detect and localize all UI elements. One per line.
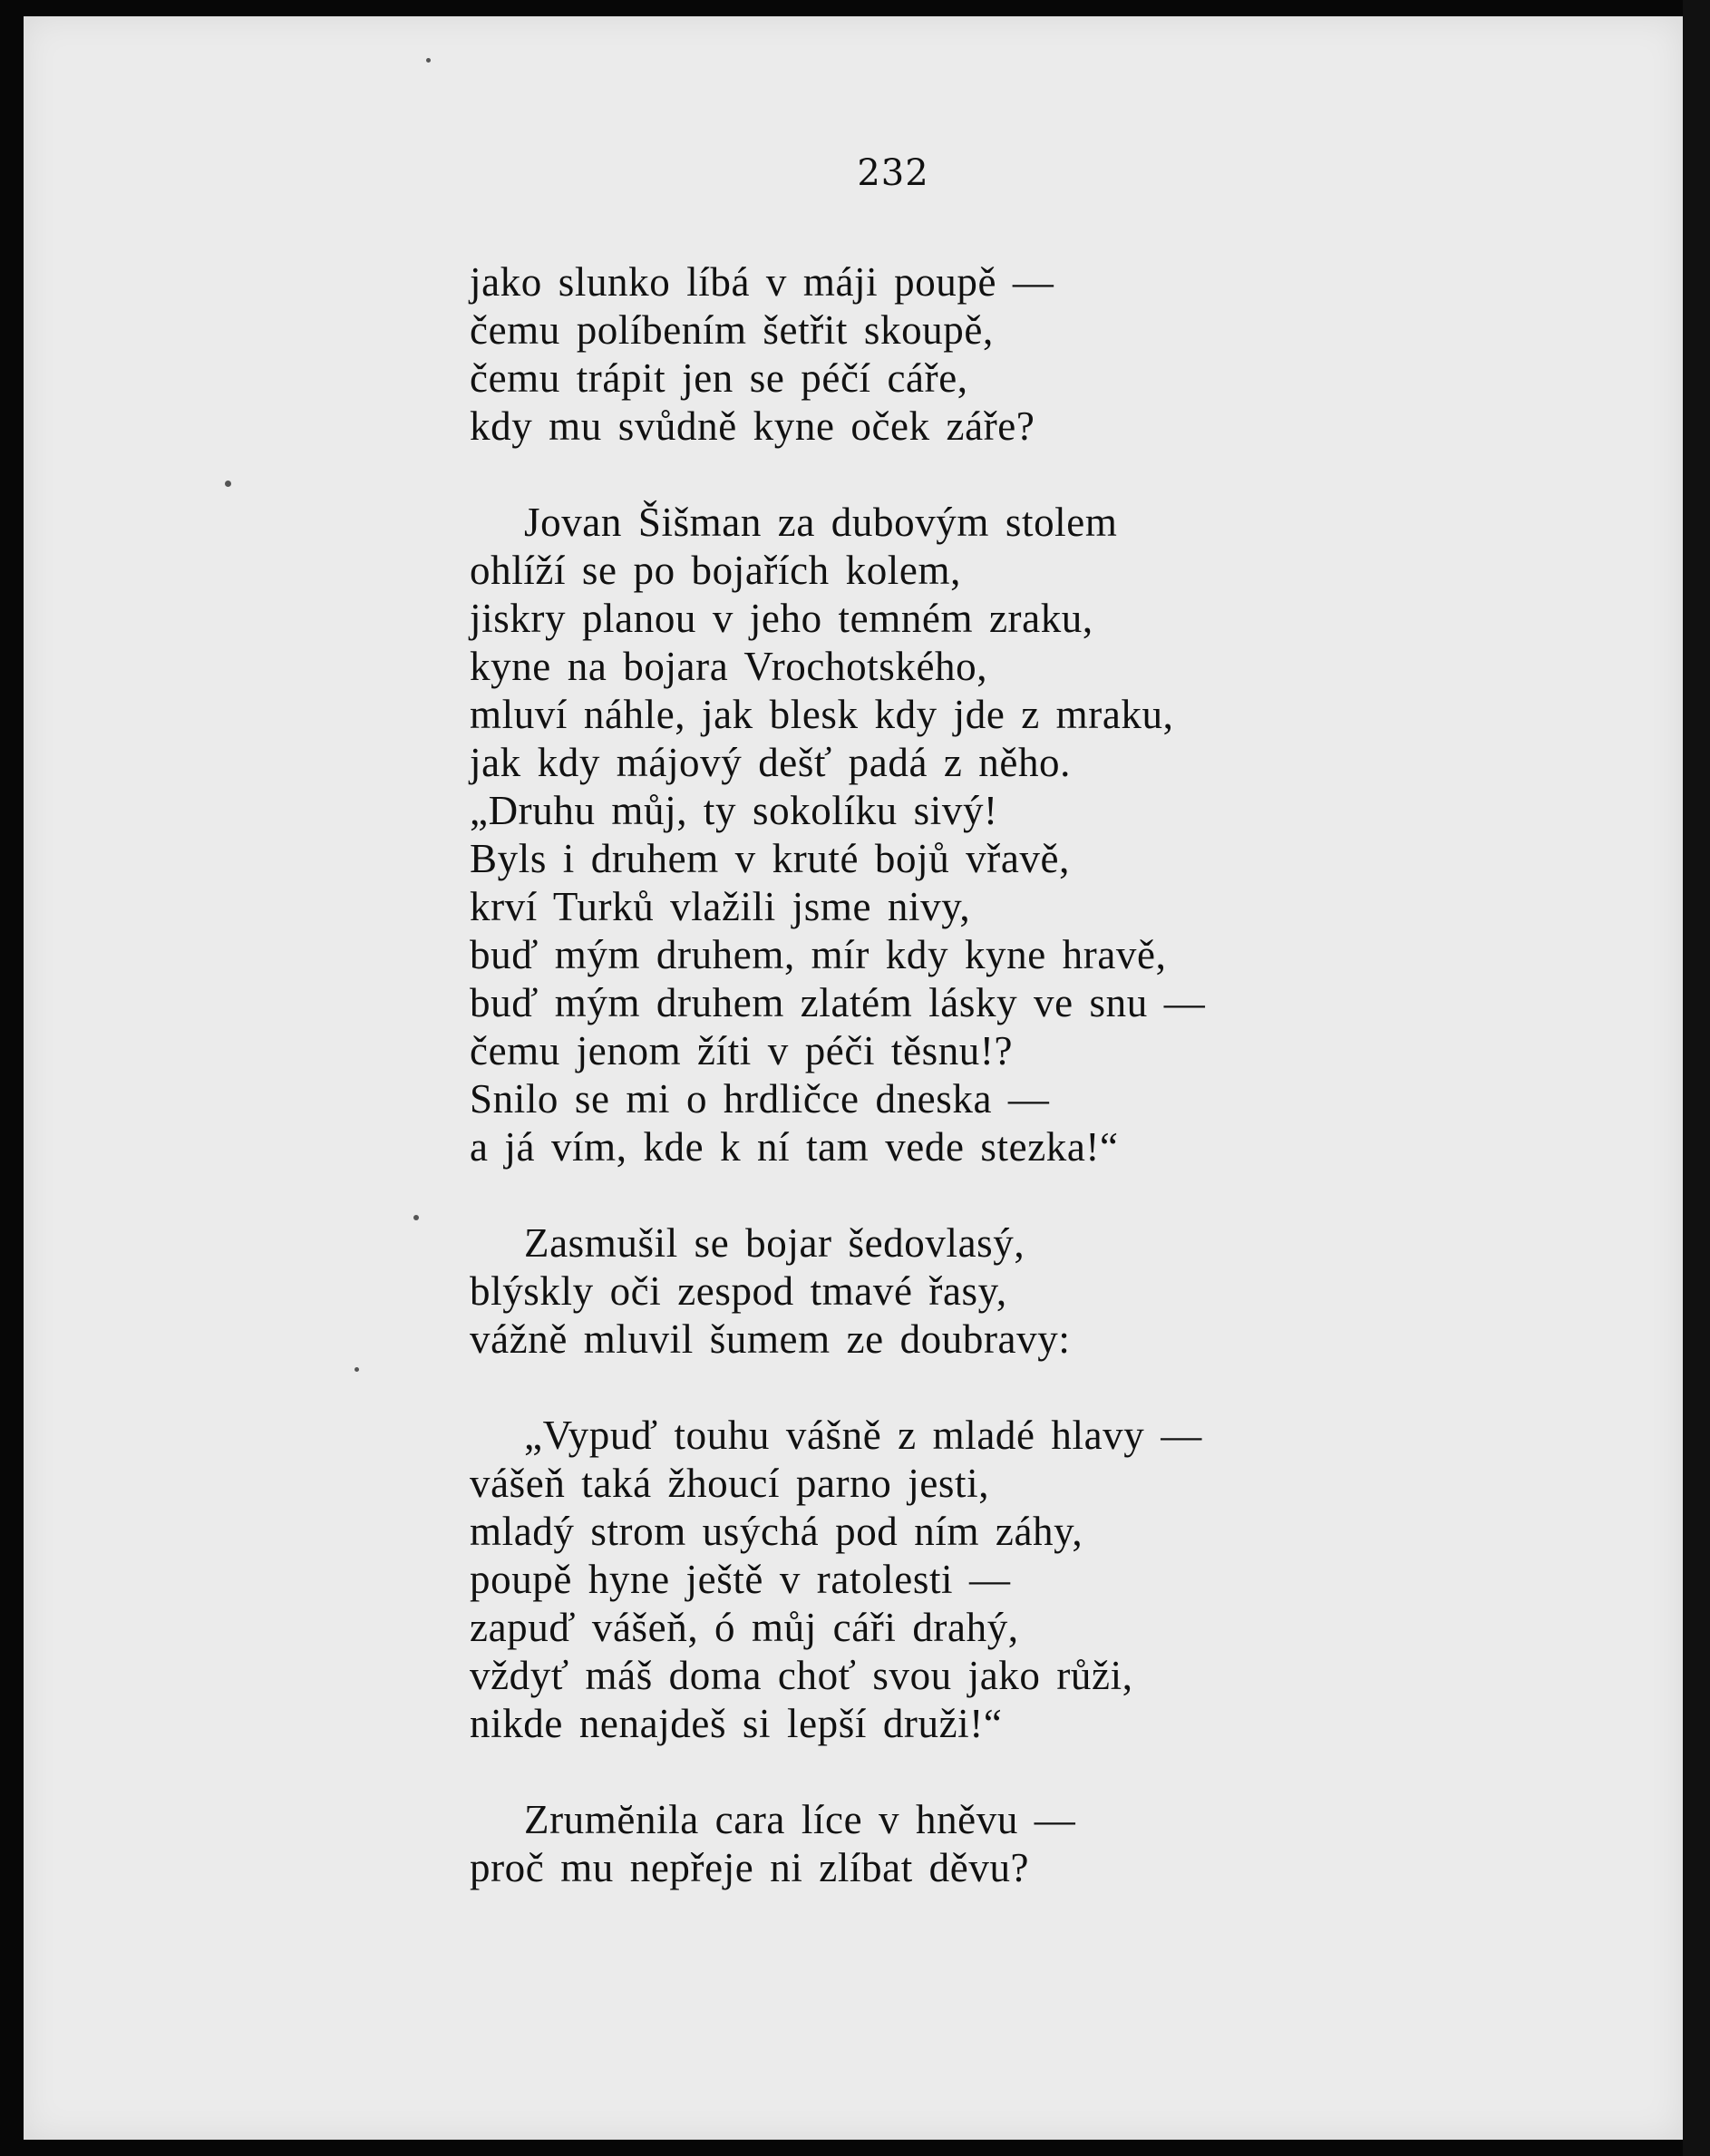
poem-line: jako slunko líbá v máji poupě — — [470, 259, 1054, 305]
print-speck — [426, 58, 431, 63]
poem-line: poupě hyne ještě v ratolesti — — [470, 1557, 1011, 1602]
poem-line: kyne na bojara Vrochotského, — [470, 644, 988, 689]
poem-line: jak kdy májový dešť padá z něho. — [470, 740, 1072, 785]
page-edge — [1683, 0, 1710, 2156]
poem-line: kdy mu svůdně kyne oček záře? — [470, 403, 1035, 449]
poem-line: vždyť máš doma choť svou jako růži, — [470, 1653, 1133, 1698]
poem-line: proč mu nepřeje ni zlíbat děvu? — [470, 1845, 1030, 1890]
poem-line: blýskly oči zespod tmavé řasy, — [470, 1268, 1007, 1314]
stanza-gap — [470, 451, 1376, 499]
poem-line: buď mým druhem zlatém lásky ve snu — — [470, 980, 1206, 1025]
poem-line: mladý strom usýchá pod ním záhy, — [470, 1509, 1083, 1554]
poem-line: vážně mluvil šumem ze doubravy: — [470, 1316, 1071, 1362]
stanza-gap — [470, 1171, 1376, 1219]
poem-line: čemu trápit jen se péčí cáře, — [470, 355, 968, 401]
poem-line: a já vím, kde k ní tam vede stezka!“ — [470, 1124, 1119, 1170]
poem-line: mluví náhle, jak blesk kdy jde z mraku, — [470, 692, 1174, 737]
print-speck — [355, 1367, 359, 1372]
print-speck — [413, 1215, 419, 1220]
page-number: 232 — [857, 152, 929, 194]
poem-line: buď mým druhem, mír kdy kyne hravě, — [470, 932, 1167, 977]
poem-line: Byls i druhem v kruté bojů vřavě, — [470, 836, 1070, 881]
poem-line: Zasmušil se bojar šedovlasý, — [524, 1220, 1025, 1266]
poem-line: Snilo se mi o hrdličce dneska — — [470, 1076, 1050, 1122]
poem-text — [470, 258, 1376, 1892]
print-speck — [225, 481, 231, 487]
poem-line: ohlíží se po bojařích kolem, — [470, 548, 961, 593]
poem-line: nikde nenajdeš si lepší druži!“ — [470, 1701, 1003, 1746]
poem-line: vášeň taká žhoucí parno jesti, — [470, 1461, 990, 1506]
poem-line: čemu políbením šetřit skoupě, — [470, 307, 994, 353]
poem-line: Jovan Šišman za dubovým stolem — [524, 500, 1118, 545]
poem-line: krví Turků vlažili jsme nivy, — [470, 884, 971, 929]
poem-line: zapuď vášeň, ó můj cáři drahý, — [470, 1605, 1019, 1650]
stanza-gap — [470, 1364, 1376, 1412]
poem-line: čemu jenom žíti v péči těsnu!? — [470, 1028, 1014, 1073]
stanza-gap — [470, 1748, 1376, 1796]
poem-line: „Vypuď touhu vášně z mladé hlavy — — [524, 1413, 1202, 1458]
poem-line: „Druhu můj, ty sokolíku sivý! — [470, 788, 998, 833]
poem-line: jiskry planou v jeho temném zraku, — [470, 596, 1093, 641]
poem-line: Zrumĕnila cara líce v hněvu — — [524, 1797, 1076, 1842]
